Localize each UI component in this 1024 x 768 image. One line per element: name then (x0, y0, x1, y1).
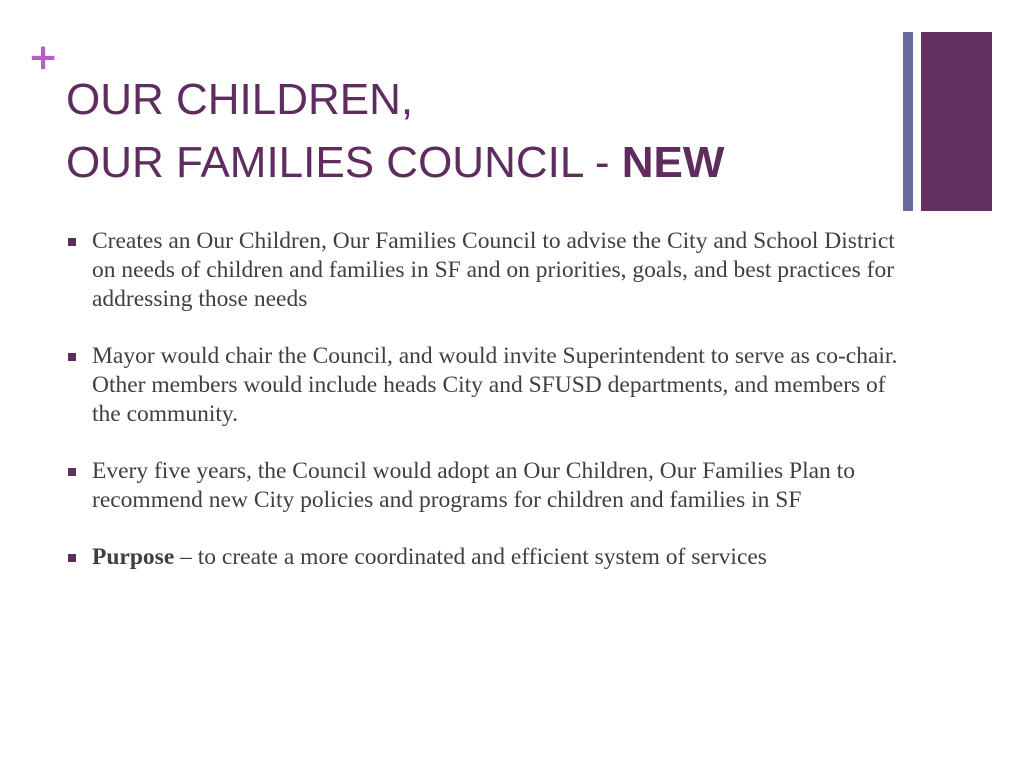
decorative-bar-thin (903, 32, 913, 211)
square-bullet-icon (68, 554, 76, 562)
bullet-list (68, 227, 898, 600)
title-line-2-prefix: OUR FAMILIES COUNCIL - (66, 138, 622, 187)
square-bullet-icon (68, 353, 76, 361)
title-line-2 (66, 131, 724, 194)
bullet-item (68, 543, 898, 572)
bullet-text: Creates an Our Children, Our Families Council to advise the City and School District on needs of children and families in SF and on priorities, goals, and best practices for addressing those needs (92, 228, 895, 312)
bullet-item (68, 227, 898, 314)
bullet-text: Mayor would chair the Council, and would invite Superintendent to serve as co-chair. Other members would include heads City and SFUSD departments, and members of the community. (92, 343, 898, 427)
square-bullet-icon (68, 468, 76, 476)
plus-icon: + (28, 37, 59, 78)
bullet-text: Every five years, the Council would adopt an Our Children, Our Families Plan to recommend new City policies and programs for children and families in SF (92, 458, 855, 513)
decorative-bar-thick (921, 32, 992, 211)
slide-title (66, 68, 724, 194)
bullet-strong-label: Purpose (92, 544, 175, 570)
bullet-item (68, 457, 898, 515)
bullet-item (68, 342, 898, 429)
title-emphasis: NEW (621, 138, 725, 187)
bullet-text: – to create a more coordinated and efficient system of services (174, 544, 767, 570)
square-bullet-icon (68, 238, 76, 246)
title-line-1: OUR CHILDREN, (66, 75, 414, 124)
